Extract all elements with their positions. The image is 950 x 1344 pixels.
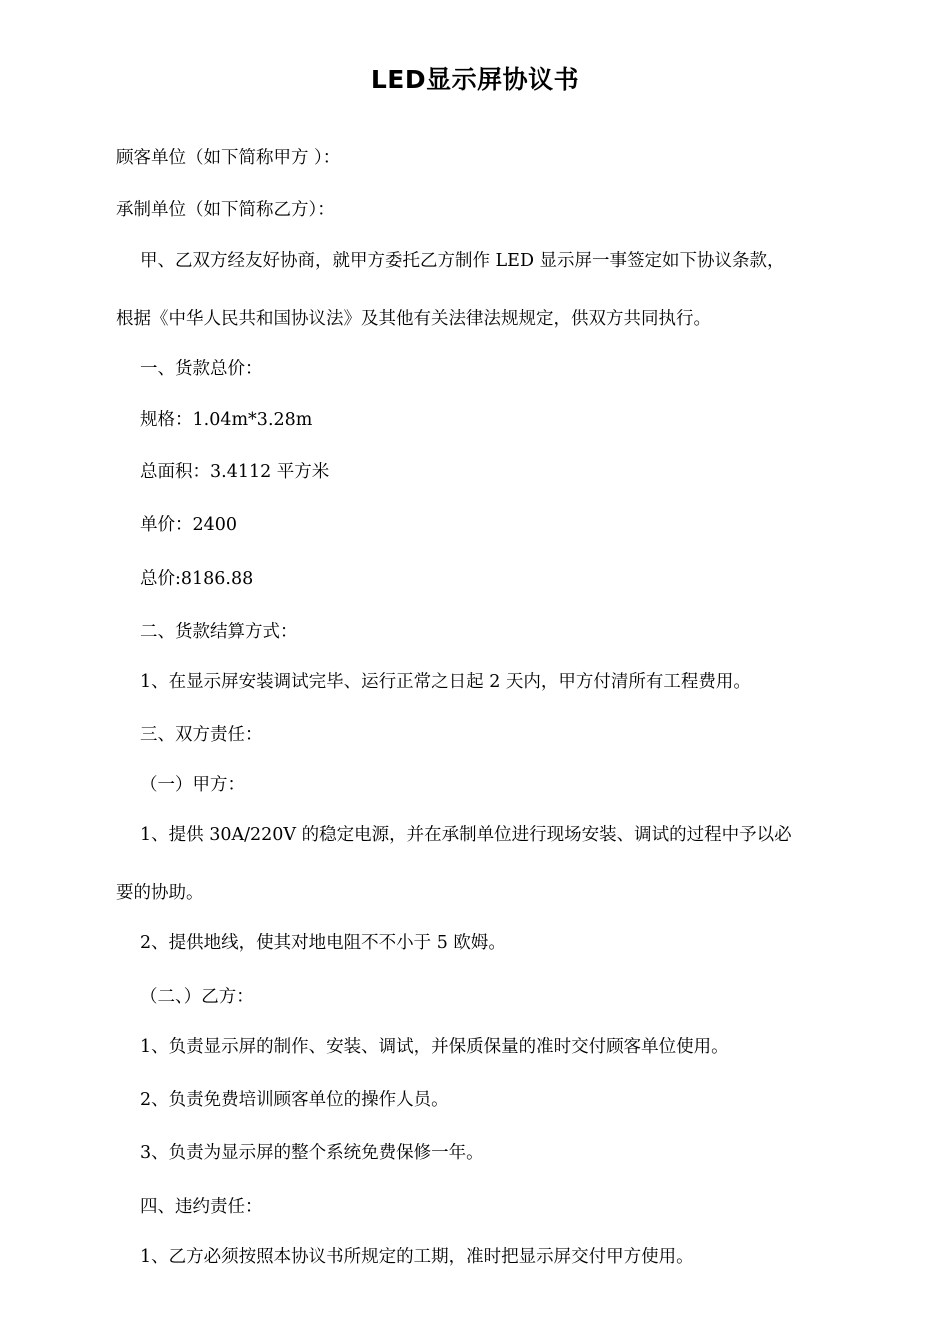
unit-price-line: 单价：2400 <box>140 515 238 535</box>
section-2-heading: 二、货款结算方式： <box>140 622 298 642</box>
document-title: LED显示屏协议书 <box>370 65 580 94</box>
section-3-heading: 三、双方责任： <box>140 725 263 745</box>
party-b-clause-1: 1、负责显示屏的制作、安装、调试，并保质保量的准时交付顾客单位使用。 <box>140 1037 729 1057</box>
party-a-clause-1-line-1: 1、提供 30A/220V 的稳定电源，并在承制单位进行现场安装、调试的过程中予以必 <box>140 825 792 845</box>
contractor-unit-line: 承制单位（如下简称乙方）： <box>116 200 335 220</box>
intro-paragraph-line-1: 甲、乙双方经友好协商，就甲方委托乙方制作 LED 显示屏一事签定如下协议条款， <box>140 251 785 271</box>
party-b-subheading: （二、）乙方： <box>140 987 254 1007</box>
payment-clause-1: 1、在显示屏安装调试完毕、运行正常之日起 2 天内，甲方付清所有工程费用。 <box>140 672 751 692</box>
intro-paragraph-line-2: 根据《中华人民共和国协议法》及其他有关法律法规规定，供双方共同执行。 <box>116 309 711 329</box>
customer-unit-line: 顾客单位（如下简称甲方 ）： <box>116 148 341 168</box>
section-4-heading: 四、违约责任： <box>140 1197 263 1217</box>
section-1-heading: 一、货款总价： <box>140 359 263 379</box>
party-a-subheading: （一）甲方： <box>140 775 245 795</box>
breach-clause-1: 1、乙方必须按照本协议书所规定的工期，准时把显示屏交付甲方使用。 <box>140 1247 694 1267</box>
party-a-clause-2: 2、提供地线，使其对地电阻不不小于 5 欧姆。 <box>140 933 506 953</box>
total-area-line: 总面积：3.4112 平方米 <box>140 462 330 482</box>
party-b-clause-2: 2、负责免费培训顾客单位的操作人员。 <box>140 1090 449 1110</box>
party-b-clause-3: 3、负责为显示屏的整个系统免费保修一年。 <box>140 1143 484 1163</box>
party-a-clause-1-line-2: 要的协助。 <box>116 883 204 903</box>
spec-line: 规格：1.04m*3.28m <box>140 410 313 430</box>
total-price-line: 总价:8186.88 <box>140 569 254 589</box>
